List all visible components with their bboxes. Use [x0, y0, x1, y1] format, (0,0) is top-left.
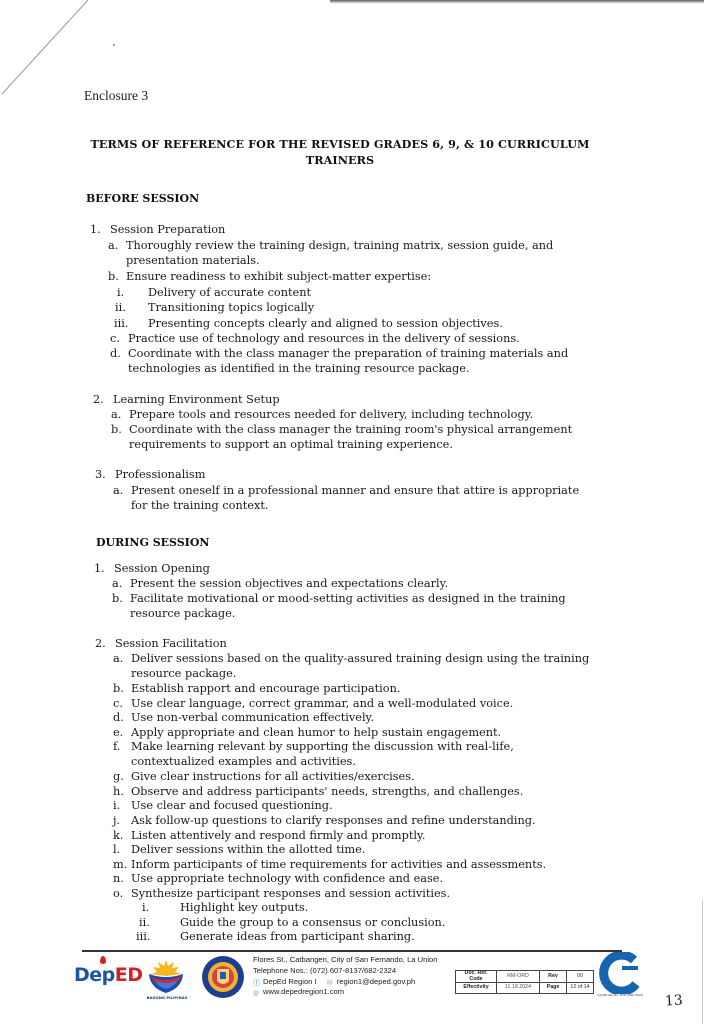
list-item-text: Coordinate with the class manager the training room's physical arrangement	[129, 423, 573, 436]
document-reference-table	[455, 970, 594, 994]
list-item-text: Highlight key outputs.	[180, 901, 309, 914]
list-item	[114, 317, 503, 331]
list-item	[136, 916, 445, 930]
list-item	[113, 843, 365, 857]
list-item	[113, 858, 546, 872]
list-marker: h.	[113, 785, 124, 798]
list-marker: 2.	[93, 393, 104, 406]
list-item	[113, 872, 443, 886]
list-item-text: Transitioning topics logically	[148, 301, 315, 314]
footer-contact-block	[253, 955, 437, 998]
list-item-text: Guide the group to a consensus or conclusion.	[180, 916, 446, 929]
list-item-continuation: technologies as identified in the training resource package.	[128, 362, 470, 375]
list-item	[95, 468, 205, 482]
list-item-text: Use clear and focused questioning.	[131, 799, 333, 812]
deped-logo-dep: Dep	[74, 964, 115, 986]
globe-icon: ◍	[253, 990, 260, 998]
list-item-continuation: resource package.	[131, 667, 237, 680]
list-item	[113, 814, 536, 828]
list-item	[136, 901, 308, 915]
list-item	[110, 332, 520, 346]
page-value: 12 of 14	[567, 983, 594, 994]
list-item-text: Give clear instructions for all activities/exercises.	[131, 770, 415, 783]
list-item	[113, 726, 501, 740]
scan-top-edge	[330, 0, 704, 4]
deped-region-seal-logo	[201, 955, 245, 999]
list-item-text: Present oneself in a professional manner and ensure that attire is appropriate	[131, 484, 580, 497]
list-item-text: Coordinate with the class manager the preparation of training materials and	[128, 347, 569, 360]
list-item-text: Ensure readiness to exhibit subject-matter expertise:	[126, 270, 432, 283]
list-item	[113, 829, 426, 843]
list-marker: ii.	[139, 916, 150, 929]
list-marker: i.	[117, 286, 125, 299]
facebook-icon: ⓕ	[253, 979, 260, 987]
handwritten-page-number: 13	[664, 992, 684, 1010]
footer-facebook[interactable]: DepEd Region I	[263, 976, 317, 986]
list-marker: a.	[111, 408, 122, 421]
list-item-continuation: requirements to support an optimal training experience.	[129, 438, 453, 451]
list-item	[113, 484, 579, 498]
effectivity-value: 11.18.2024	[497, 983, 540, 994]
list-marker: 1.	[94, 562, 105, 575]
list-item-continuation: presentation materials.	[126, 254, 260, 267]
list-marker: m.	[113, 858, 128, 871]
list-item-text: Generate ideas from participant sharing.	[180, 930, 415, 943]
document-title-line-1: TERMS OF REFERENCE FOR THE REVISED GRADES 6, 9, & 10 CURRICULUM	[90, 137, 590, 151]
bagong-pilipinas-caption: BAGONG PILIPINAS	[146, 995, 188, 1000]
list-item	[114, 301, 314, 315]
list-item-text: Delivery of accurate content	[148, 286, 312, 299]
list-marker: b.	[111, 423, 122, 436]
email-icon: ✉	[326, 979, 333, 987]
list-item	[113, 697, 513, 711]
list-item	[112, 577, 448, 591]
page-label: Page	[540, 983, 567, 994]
document-title-line-2: TRAINERS	[305, 153, 375, 167]
list-item	[113, 770, 415, 784]
list-marker: k.	[113, 829, 124, 842]
list-item	[112, 592, 566, 606]
list-marker: i.	[113, 799, 121, 812]
list-item-continuation: resource package.	[130, 607, 236, 620]
list-marker: b.	[113, 682, 124, 695]
list-marker: a.	[112, 577, 123, 590]
iso-certification-logo	[598, 952, 642, 994]
list-item-text: Presenting concepts clearly and aligned to session objectives.	[148, 317, 503, 330]
deped-logo-ed: ED	[114, 964, 143, 986]
page-fold-line	[0, 0, 100, 100]
list-marker: iii.	[136, 930, 151, 943]
list-item	[94, 562, 210, 576]
deped-logo	[74, 964, 143, 990]
list-item-continuation: contextualized examples and activities.	[131, 755, 356, 768]
list-item-text: Synthesize participant responses and session activities.	[131, 887, 451, 900]
list-marker: b.	[108, 270, 119, 283]
section-heading-before-session: BEFORE SESSION	[86, 192, 200, 205]
list-marker: g.	[113, 770, 124, 783]
list-item	[113, 887, 450, 901]
document-title	[90, 136, 590, 168]
list-marker: 1.	[90, 223, 101, 236]
doc-ref-code-value: RM-ORD	[497, 971, 540, 983]
section-heading-during-session: DURING SESSION	[96, 536, 210, 549]
list-item	[108, 270, 431, 284]
list-item	[113, 652, 589, 666]
list-item-text: Ask follow-up questions to clarify responses and refine understanding.	[131, 814, 536, 827]
list-item-text: Deliver sessions based on the quality-assured training design using the training	[131, 652, 590, 665]
list-item-text: Thoroughly review the training design, training matrix, session guide, and	[126, 239, 554, 252]
list-item	[113, 799, 333, 813]
list-item-heading: Professionalism	[115, 468, 206, 481]
list-marker: 2.	[95, 637, 106, 650]
list-item	[113, 682, 400, 696]
list-item	[111, 423, 572, 437]
list-marker: n.	[113, 872, 124, 885]
list-item-heading: Learning Environment Setup	[113, 393, 280, 406]
doc-ref-code-label: Doc. Ref. Code	[456, 971, 497, 983]
list-item-text: Practice use of technology and resources in the delivery of sessions.	[128, 332, 520, 345]
list-item-text: Make learning relevant by supporting the discussion with real-life,	[131, 740, 514, 753]
enclosure-label: Enclosure 3	[84, 88, 149, 103]
list-item-text: Prepare tools and resources needed for delivery, including technology.	[129, 408, 534, 421]
footer-social-row	[253, 977, 437, 988]
list-item	[90, 223, 225, 237]
list-marker: f.	[113, 740, 121, 753]
footer-email[interactable]: region1@deped.gov.ph	[336, 976, 416, 986]
list-item-text: Establish rapport and encourage participation.	[131, 682, 401, 695]
list-marker: c.	[113, 697, 123, 710]
rev-value: 00	[567, 971, 594, 983]
list-item-text: Listen attentively and respond firmly and promptly.	[131, 829, 426, 842]
list-item	[110, 347, 568, 361]
list-marker: j.	[113, 814, 121, 827]
list-item-text: Use non-verbal communication effectively.	[131, 711, 375, 724]
list-marker: a.	[113, 484, 124, 497]
list-marker: 3.	[95, 468, 106, 481]
list-marker: d.	[110, 347, 121, 360]
list-marker: l.	[113, 843, 121, 856]
list-item-heading: Session Facilitation	[115, 637, 227, 650]
list-marker: e.	[113, 726, 124, 739]
list-marker: o.	[113, 887, 124, 900]
effectivity-label: Effectivity	[456, 983, 497, 994]
footer-telephone: Telephone Nos.: (072) 607-8137/682-2324	[253, 965, 397, 975]
list-marker: i.	[142, 901, 150, 914]
footer-divider	[82, 950, 622, 952]
list-item-text: Observe and address participants' needs, strengths, and challenges.	[131, 785, 524, 798]
list-item-heading: Session Preparation	[110, 223, 226, 236]
list-item-text: Apply appropriate and clean humor to help sustain engagement.	[131, 726, 502, 739]
list-marker: iii.	[114, 317, 129, 330]
list-item	[95, 637, 227, 651]
list-item	[113, 785, 523, 799]
list-item-text: Use clear language, correct grammar, and a well-modulated voice.	[131, 697, 514, 710]
list-item-text: Present the session objectives and expectations clearly.	[130, 577, 449, 590]
list-marker: d.	[113, 711, 124, 724]
rev-label: Rev	[540, 971, 567, 983]
list-marker: ii.	[115, 301, 126, 314]
deped-torch-icon	[100, 956, 106, 964]
list-item-text: Facilitate motivational or mood-setting activities as designed in the training	[130, 592, 566, 605]
scan-speck	[113, 44, 115, 46]
list-item	[136, 930, 415, 944]
list-item	[114, 286, 311, 300]
list-item-continuation: for the training context.	[131, 499, 269, 512]
list-marker: a.	[113, 652, 124, 665]
list-item	[113, 740, 514, 754]
page-right-edge	[702, 900, 703, 1024]
footer-website-row	[253, 987, 437, 998]
bagong-pilipinas-logo	[146, 956, 186, 994]
list-item-heading: Session Opening	[114, 562, 210, 575]
list-item-text: Use appropriate technology with confidence and ease.	[131, 872, 444, 885]
list-marker: c.	[110, 332, 120, 345]
list-item	[108, 239, 553, 253]
list-marker: a.	[108, 239, 119, 252]
list-item-text: Inform participants of time requirements for activities and assessments.	[131, 858, 547, 871]
list-item	[93, 393, 280, 407]
list-item	[113, 711, 374, 725]
footer-address: Flores St., Catbangen, City of San Fernando, La Union	[253, 955, 438, 964]
list-marker: b.	[112, 592, 123, 605]
iso-caption: Certificate No. PHP 0000 2024	[597, 993, 643, 997]
list-item	[111, 408, 533, 422]
footer-website[interactable]: www.depedregion1.com	[263, 987, 345, 997]
list-item-text: Deliver sessions within the allotted time.	[131, 843, 366, 856]
